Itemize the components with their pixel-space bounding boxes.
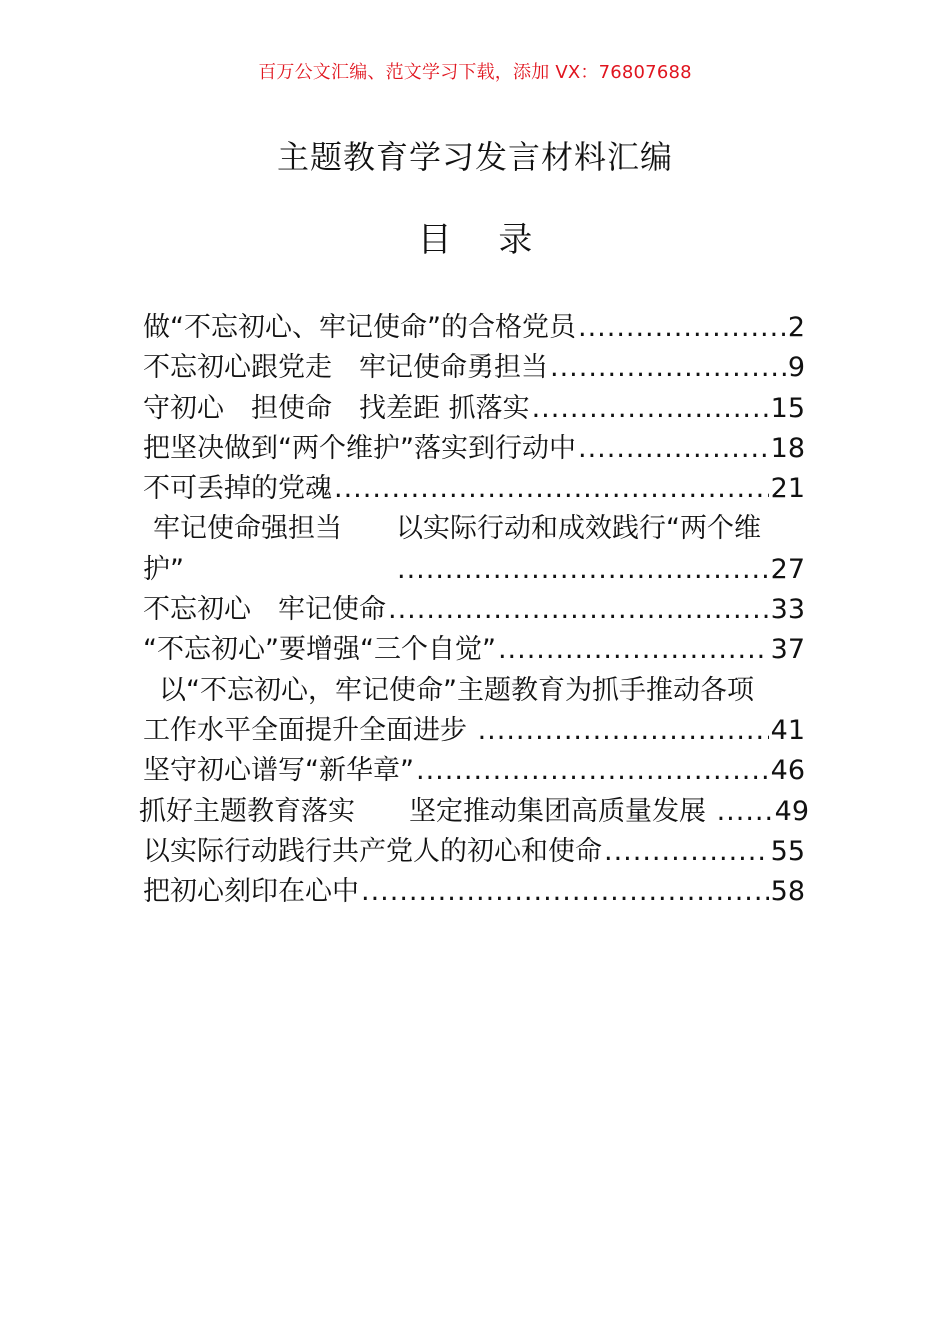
toc-entry-title: 以实际行动践行共产党人的初心和使命: [143, 835, 602, 867]
toc-entry-page: 37: [770, 634, 805, 666]
toc-entry-title: “不忘初心”要增强“三个自觉”: [143, 634, 496, 666]
toc-entry[interactable]: [143, 872, 805, 912]
toc-entry[interactable]: [143, 308, 805, 348]
toc-entry-line1[interactable]: [143, 671, 805, 711]
leader-dots: [532, 389, 769, 429]
toc-entry-page: 21: [770, 473, 805, 505]
toc-entry-line1[interactable]: [143, 509, 805, 549]
toc-entry-title: 守初心 担使命 找差距 抓落实: [143, 392, 530, 424]
toc-entry-line2[interactable]: [143, 711, 805, 751]
toc-entry-page: 15: [770, 392, 805, 424]
toc-entry-title: 不可丢掉的党魂: [143, 473, 332, 505]
leader-dots: [388, 590, 769, 630]
document-title: 主题教育学习发言材料汇编: [276, 138, 673, 176]
toc-entry-title: 做“不忘初心、牢记使命”的合格党员: [143, 312, 576, 343]
toc-entry-page: 55: [770, 835, 805, 867]
toc-entry[interactable]: [143, 630, 805, 670]
toc-entry-page: 58: [770, 876, 805, 908]
toc-entry-page: 33: [770, 594, 805, 626]
leader-dots: [717, 792, 773, 832]
leader-dots: [498, 630, 769, 670]
toc-entry-title: 不忘初心 牢记使命: [143, 594, 386, 626]
toc-entry[interactable]: [143, 590, 805, 630]
toc-entry-page: 18: [770, 432, 805, 464]
leader-dots: [578, 429, 769, 469]
toc-entry-line2[interactable]: [143, 550, 805, 590]
toc-entry-title: 不忘初心跟党走 牢记使命勇担当: [143, 352, 548, 384]
leader-dots: [361, 872, 769, 912]
toc-entry-title: 坚守初心谱写“新华章”: [143, 755, 414, 787]
toc-entry-title-continued: 工作水平全面提升全面进步: [143, 714, 476, 746]
toc-entry[interactable]: [143, 389, 805, 429]
toc-entry-page: 49: [774, 795, 809, 827]
toc-entry-title: 把坚决做到“两个维护”落实到行动中: [143, 432, 576, 464]
toc-entry-page: 2: [787, 312, 805, 343]
leader-dots: [604, 832, 769, 872]
toc-entry[interactable]: [143, 751, 805, 791]
leader-dots: [478, 711, 769, 751]
toc-entry-title: 以“不忘初心，牢记使命”主题教育为抓手推动各项: [159, 674, 754, 706]
toc-entry[interactable]: [143, 469, 805, 509]
toc-entry[interactable]: [143, 348, 805, 388]
toc-entry[interactable]: [139, 792, 809, 832]
leader-dots: [397, 550, 769, 590]
toc-entry-title: 把初心刻印在心中: [143, 876, 359, 908]
leader-dots: [578, 308, 786, 348]
toc-entry-page: 41: [770, 714, 805, 746]
toc-entry-page: 9: [787, 352, 805, 384]
toc-entry[interactable]: [143, 429, 805, 469]
toc-heading: 目 录: [417, 220, 551, 260]
toc-entry-title: 抓好主题教育落实 坚定推动集团高质量发展: [139, 795, 715, 827]
toc-entry-title-continued: 护”: [143, 553, 184, 585]
leader-dots: [334, 469, 769, 509]
toc-entry[interactable]: [143, 832, 805, 872]
leader-dots: [416, 751, 769, 791]
toc-entry-page: 27: [770, 553, 805, 585]
watermark-text: 百万公文汇编、范文学习下载，添加 VX：76807688: [258, 62, 692, 83]
leader-dots: [550, 348, 786, 388]
toc-entry-page: 46: [770, 755, 805, 787]
table-of-contents: [139, 308, 809, 912]
toc-entry-title: 牢记使命强担当 以实际行动和成效践行“两个维: [153, 513, 761, 545]
